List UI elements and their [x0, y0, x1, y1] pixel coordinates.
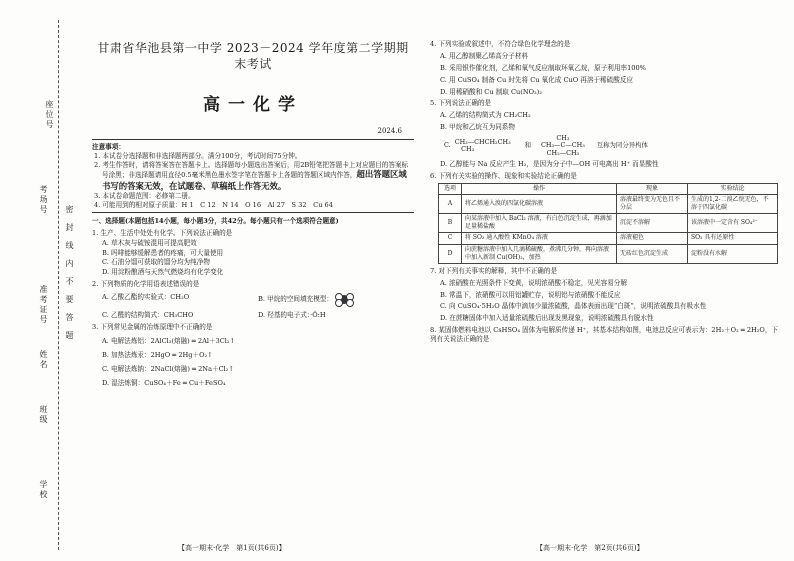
table-header: 操作 [462, 183, 617, 194]
table-header: 现象 [617, 183, 688, 194]
footer-page-2: 【高一期末·化学 第2页(共6页)】 [536, 544, 644, 552]
question-2 [92, 280, 414, 320]
option-b: B. 采用银作催化剂，乙烯和氧气反应制取环氧乙烷，原子利用率100% [440, 63, 646, 72]
right-column [430, 40, 782, 344]
notice-item: 4. 可能用到的相对原子质量：H 1 C 12 N 14 O 16 Al 27 S 32 Cu 64 [94, 201, 333, 209]
option-b: B. 加热法炼汞：2HgO ═ 2Hg＋O₂↑ [102, 350, 213, 359]
option-a: A. 乙烯的结构简式为 CH₂CH₂ [440, 111, 531, 120]
question-7 [430, 267, 782, 323]
question-1 [92, 229, 414, 277]
binding-label-name: 姓名 [39, 350, 48, 370]
experiment-table [438, 183, 778, 264]
option-row [92, 311, 414, 320]
option-a: A. 草木灰与硫铵混用可提高肥效 [102, 238, 197, 247]
question-stem: 3. 下列常见金属的冶炼原理中不正确的是 [92, 323, 213, 332]
left-column [92, 40, 414, 387]
question-5 [430, 99, 782, 169]
question-8 [430, 326, 782, 344]
and-word: 和 [524, 141, 532, 150]
seal-char: 线 [65, 241, 74, 259]
table-row [439, 195, 778, 214]
notice-item-text: 2. 考生作答时，请将答案答在答题卡上。选择题每小题选出答案后，用2B铅笔把答题卡上对应题目的答案标号涂黑；非选择题请用直径0.5毫米黑色墨水签字笔在答题卡上各题的答题区域内作答， [94, 160, 409, 180]
option-b-wrap [258, 293, 414, 305]
section-heading: 一、选择题(本题包括14小题，每小题3分，共42分。每小题只有一个选项符合题意) [92, 216, 339, 225]
exam-title: 甘肃省华池县第一中学 2023－2024 学年度第二学期期末考试 [97, 41, 409, 72]
table-cell: 将 SO₂ 通入酸性 KMnO₄ 溶液 [462, 233, 617, 244]
option-c: C. 电解法炼钠：2NaCl(熔融) ═ 2Na＋Cl₂↑ [102, 364, 234, 373]
question-stem: 7. 对下列有关事实的解释，其中不正确的是 [430, 266, 558, 275]
structure-right-main: CH₃—C—CH₃ [541, 141, 585, 150]
seal-char: 内 [65, 259, 74, 277]
table-row [439, 244, 778, 263]
notice-rule [92, 212, 414, 213]
structure-right-bottom: CH₂—CH₃ [546, 148, 580, 157]
header-rule [92, 139, 414, 140]
table-cell: 向某溶液中加入 BaCl₂ 溶液，有白色沉淀生成，再滴加足量稀盐酸 [462, 214, 617, 233]
seal-dash-line [58, 20, 59, 550]
table-row [439, 233, 778, 244]
table-cell: 将乙烯通入溴的四氯化碳溶液 [462, 195, 617, 214]
option-b: B. 常温下，浓硝酸可以用铝罐贮存，说明铝与浓硝酸不能反应 [440, 290, 621, 299]
question-stem: 6. 下列有关实验的操作、现象和实验结论正确的是 [430, 172, 577, 181]
question-stem: 5. 下列说法正确的是 [430, 99, 492, 108]
binding-label-ticket: 准考证号 [39, 285, 48, 325]
seal-char: 答 [65, 313, 74, 331]
table-cell: 该溶液中一定含有 SO₄²⁻ [688, 214, 778, 233]
footer-page-1: 【高一期末·化学 第1页(共6页)】 [178, 544, 286, 552]
question-3 [92, 323, 414, 387]
methane-model-icon [335, 293, 353, 305]
exam-date: 2024.6 [377, 127, 402, 136]
structure-right-top: CH₃ [556, 134, 570, 143]
seal-char: 密 [65, 205, 74, 223]
table-cell: 生成的1,2-二溴乙烷无色，不溶于四氯化碳 [688, 195, 778, 214]
option-a: A. 乙酸乙酯的实验式：CH₂O [102, 293, 190, 302]
option-a: A. 浓硝酸在光照条件下变黄，说明浓硝酸不稳定，见光容易分解 [440, 278, 627, 287]
option-b: B. 甲烷和乙烷互为同系物 [440, 123, 515, 132]
table-cell: 无砖红色沉淀生成 [617, 244, 688, 263]
option-d: D. 用稀硝酸和 Cu 制取 Cu(NO₃)₂ [440, 87, 542, 96]
notice-item: 1. 本试卷分选择题和非选择题两部分。满分100分，考试时间75分钟。 [94, 151, 302, 160]
table-header: 实验结论 [688, 183, 778, 194]
table-row [439, 214, 778, 233]
binding-label-room: 考场号 [39, 185, 48, 215]
structure-left-branch: CH₃ [461, 145, 475, 154]
question-stem: 1. 生产、生活中处处有化学。下列说法正确的是 [92, 228, 233, 237]
structure-left-main: CH₃—CHCH₂CH₃ [454, 137, 511, 146]
option-c: C. 用 CuSO₄ 制备 Cu 时先将 Cu 氧化成 CuO 再溶于稀硫酸反应 [440, 75, 634, 84]
option-c: C. 向 CuSO₄·5H₂O 晶体中滴加少量浓硫酸，晶体表面出现“白斑”，说明浓硫酸具有吸水性 [440, 302, 707, 311]
binding-label-school: 学校 [39, 480, 48, 500]
option-d: D. 羟基的电子式：·Ö:H [258, 311, 326, 320]
seal-warning [64, 205, 75, 349]
table-cell: C [439, 233, 462, 244]
question-stem: 4. 下列实验或叙述中，不符合绿色化学理念的是 [430, 40, 571, 48]
binding-label-class: 班级 [39, 405, 48, 425]
table-cell: D [439, 244, 462, 263]
seal-char: 不 [65, 277, 74, 295]
table-cell: SO₂ 具有还原性 [688, 233, 778, 244]
option-d: D. 乙醇能与 Na 反应产生 H₂，是因为分子中—OH 可电离出 H⁺ 而显酸性 [440, 160, 659, 169]
question-stem: 2. 下列物质的化学用语表述错误的是 [92, 280, 200, 289]
option-c: C. 乙醛的结构简式：CH₃CHO [102, 311, 194, 320]
option-d: D. 在蔗糖固体中加入适量浓硫酸后出现发黑现象，说明浓硫酸具有脱水性 [440, 314, 654, 323]
table-header: 选项 [439, 183, 462, 194]
option-a: A. 用乙醇制聚乙烯高分子材料 [440, 51, 529, 60]
table-cell: 沉淀不溶解 [617, 214, 688, 233]
notice-heading: 注意事项： [92, 142, 125, 151]
seal-char: 封 [65, 223, 74, 241]
notice-item [92, 161, 414, 193]
binding-label-seat: 座位号 [45, 100, 54, 130]
structure-right [541, 135, 585, 157]
question-6 [430, 172, 782, 264]
table-cell: 淀粉没有水解 [688, 244, 778, 263]
option-c: C. 石油分馏可获取的馏分均为纯净物 [102, 258, 210, 267]
option-d: D. 用淀粉酿酒与天然气燃烧均有化学变化 [102, 268, 224, 277]
option-c-structures [430, 135, 782, 157]
table-header-row [439, 183, 778, 194]
table-cell: B [439, 214, 462, 233]
structure-left [455, 139, 511, 154]
notice-block [92, 143, 414, 210]
option-b: B. 甲烷的空间填充模型： [258, 295, 333, 304]
seal-char: 要 [65, 295, 74, 313]
seal-char: 题 [65, 331, 74, 349]
option-c-letter: C. [444, 141, 451, 150]
question-4 [430, 40, 782, 96]
question-stem: 8. 某固体燃料电池以 CsHSO₄ 固体为电解质传递 H⁺，其基本结构如图，电池总反应可表示为：2H₂＋O₂ ═ 2H₂O，下列有关说法正确的是 [430, 326, 779, 344]
option-row [92, 293, 414, 305]
table-cell: 溶液褪色 [617, 233, 688, 244]
table-cell: 向蔗糖溶液中加入几滴稀硫酸，煮沸几分钟，再向溶液中加入新制 Cu(OH)₂，加热 [462, 244, 617, 263]
option-b: B. 吗啡能够缓解患者的疼痛，可大量使用 [102, 248, 224, 257]
table-cell: A [439, 195, 462, 214]
table-cell: 溶液最终变为无色且不分层 [617, 195, 688, 214]
option-d: D. 湿法炼铜：CuSO₄＋Fe ═ Cu＋FeSO₄ [102, 378, 226, 387]
notice-item: 3. 本试卷命题范围：必修第二册。 [94, 192, 195, 201]
option-a: A. 电解法炼铝：2AlCl₃(熔融) ═ 2Al＋3Cl₂↑ [102, 336, 236, 345]
exam-subject: 高一化学 [203, 95, 303, 116]
structure-tail: 互称为同分异构体 [596, 141, 648, 150]
notice-emphasis: 超出答题区域书写的答案无效，在试题卷、草稿纸上作答无效。 [102, 169, 407, 191]
